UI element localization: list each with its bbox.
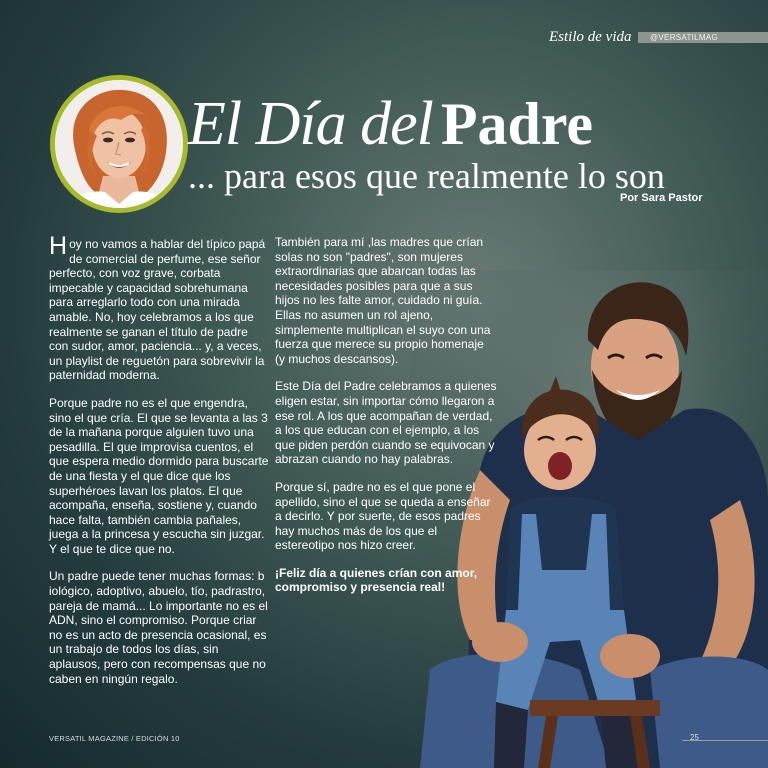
article-subtitle: ... para esos que realmente lo son — [188, 156, 665, 196]
brand-handle: @VERSATILMAG — [650, 33, 719, 42]
footer-publication: VERSATIL MAGAZINE / EDICIÓN 10 — [49, 734, 180, 743]
section-label: Estilo de vida — [549, 29, 632, 45]
title-light: El Día del — [188, 90, 433, 158]
dropcap: H — [49, 232, 68, 260]
paragraph: Un padre puede tener muchas formas: b iológico, adoptivo, abuelo, tío, padrastro, pareja de mamá... Lo importante no es el ADN, sino el compromiso. Porque criar no es un acto de presencia ocasional, es un trabajo de todos los días, sin aplausos, pero con recompensas que no caben en ningún regalo. — [49, 569, 268, 686]
paragraph: Porque sí, padre no es el que pone el apellido, sino el que se queda a enseñar a decirlo. Y por suerte, de esos padres hay muchos más de los que el estereotipo nos hizo creer. — [275, 479, 491, 553]
page-number: 25 — [690, 733, 699, 742]
article-column-1 — [49, 232, 269, 699]
article-title — [188, 90, 594, 158]
title-bold: Padre — [440, 91, 594, 157]
author-portrait-illustration — [55, 80, 183, 208]
paragraph: También para mí ,las madres que crían solas no son "padres", son mujeres extraordinarias que abarcan todas las necesidades posibles para que a sus hijos no les falte amor, cuidado ni guía. Ellas no asumen un rol ajeno, simplemente multiplican el suyo con una fuerza que merece su propio homenaje (y muchos descansos). — [275, 235, 491, 366]
closing-line: ¡Feliz día a quienes crían con amor, compromiso y presencia real! — [275, 565, 478, 595]
byline: Por Sara Pastor — [620, 192, 703, 204]
paragraph: Este Día del Padre celebramos a quienes eligen estar, sin importar cómo llegaron a ese rol. A los que acompañan de verdad, a los que educan con el ejemplo, a los que piden perdón cuando se equivocan y abrazan cuando no hay palabras. — [275, 379, 497, 467]
author-portrait — [50, 75, 188, 213]
article-column-2 — [275, 235, 497, 608]
paragraph: Porque padre no es el que engendra, sino el que cría. El que se levanta a las 3 de la mañana porque alguien tuvo una pesadilla. El que improvisa cuentos, el que espera medio dormido para buscarte de una fiesta y el que dice que los superhéroes lavan los platos. El que acompaña, enseña, sostiene y, cuando hace falta, también cambia pañales, juega a la princesa y escucha sin juzgar. Y el que te dice que no. — [49, 395, 269, 556]
paragraph: Hoy no vamos a hablar del típico papá de comercial de perfume, ese señor perfecto, con voz grave, corbata impecable y capacidad sobrehumana para arreglarlo todo con una mirada amable. No, hoy celebramos a los que realmente se ganan el título de padre con sudor, amor, paciencia... y, a veces, un playlist de reguetón para sobrevivir la paternidad moderna. — [49, 232, 266, 383]
